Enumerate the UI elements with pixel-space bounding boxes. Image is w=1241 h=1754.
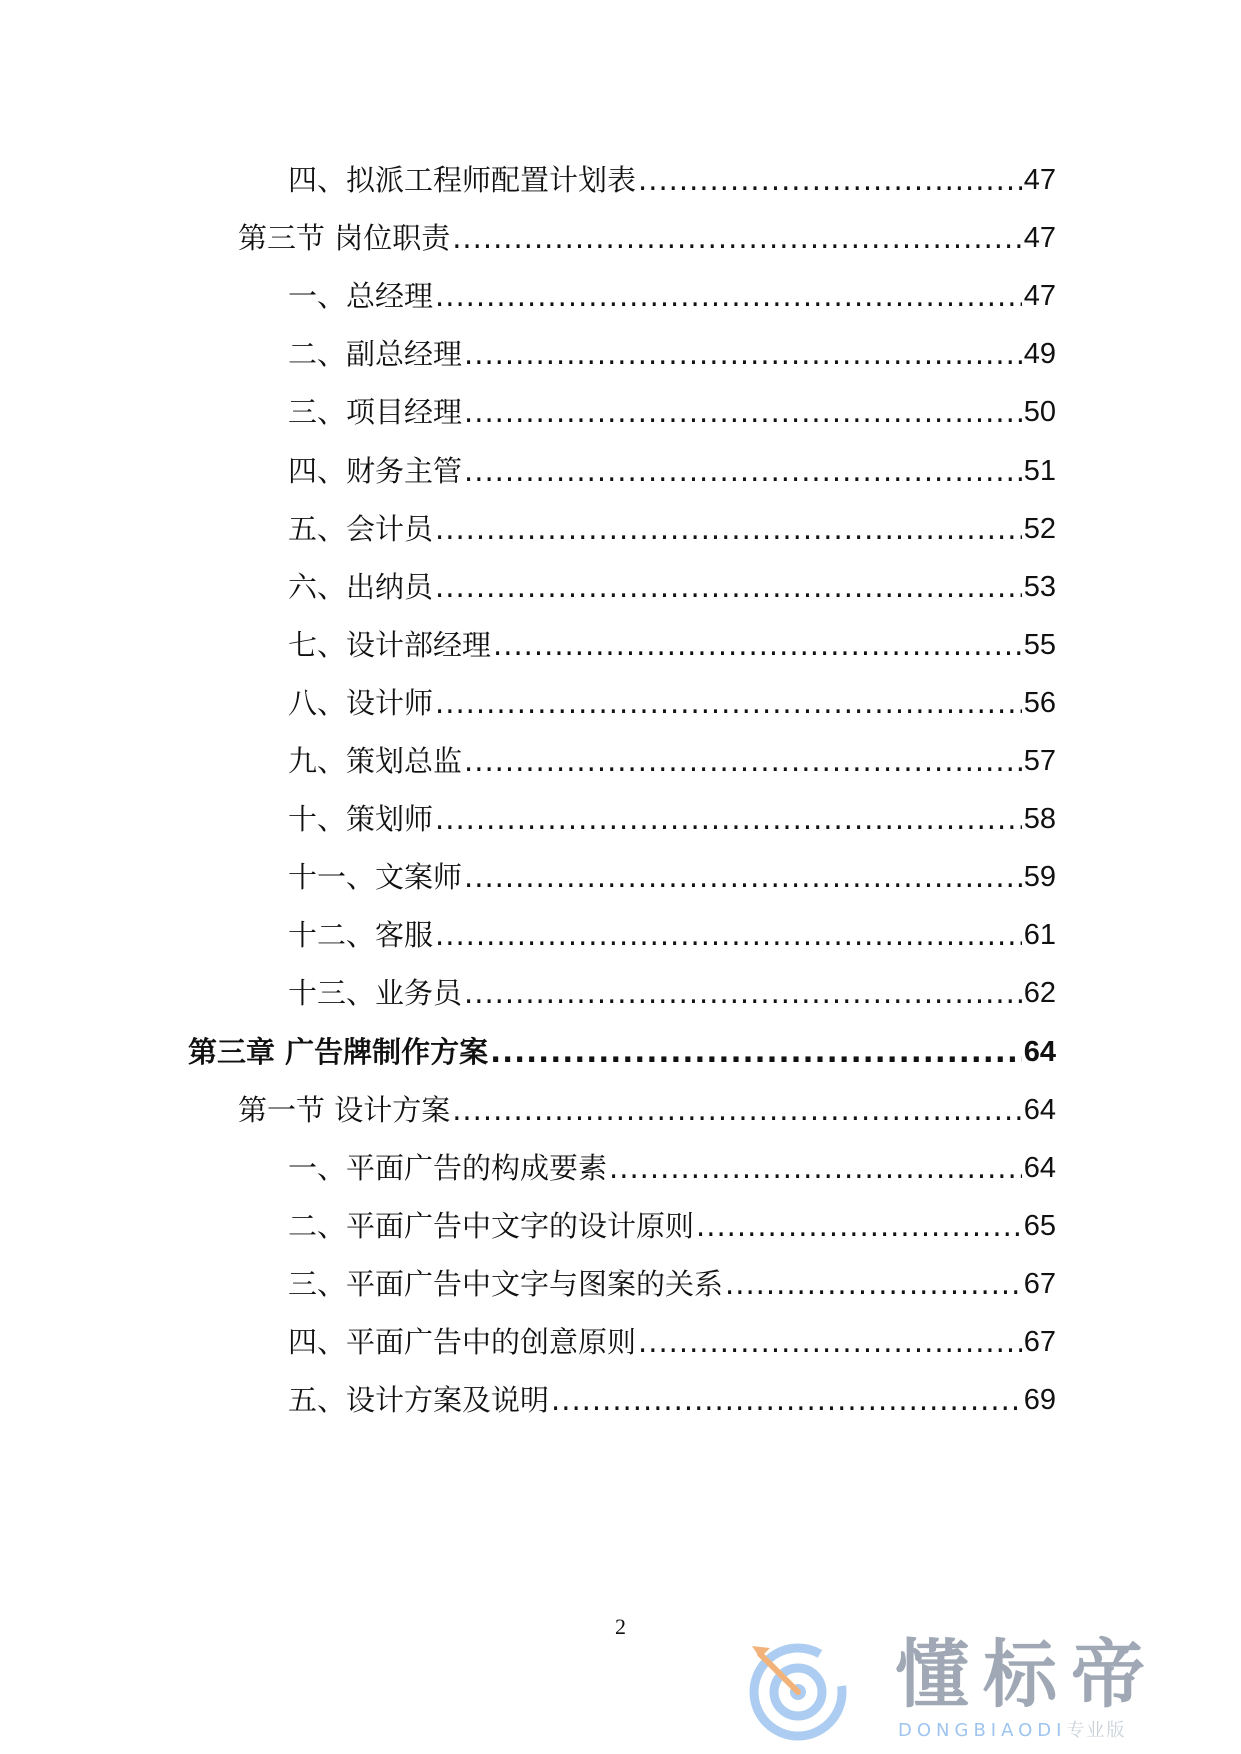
toc-entry[interactable] xyxy=(288,741,1056,781)
toc-entry[interactable] xyxy=(288,392,1056,432)
toc-entry-title: 五、会计员 xyxy=(288,512,434,546)
toc-entry-page: 62 xyxy=(1023,977,1056,1009)
toc-dot-leader xyxy=(464,973,1022,1013)
toc-dot-leader xyxy=(464,857,1022,897)
toc-entry-page: 64 xyxy=(1023,1094,1056,1126)
toc-entry-page: 65 xyxy=(1023,1210,1056,1242)
toc-entry[interactable] xyxy=(288,625,1056,665)
toc-entry[interactable] xyxy=(288,509,1056,549)
toc-entry-title: 四、财务主管 xyxy=(288,454,463,488)
toc-dot-leader xyxy=(464,451,1022,491)
toc-entry-title: 四、拟派工程师配置计划表 xyxy=(288,163,637,197)
toc-entry-page: 51 xyxy=(1023,455,1056,487)
toc-entry-title: 八、设计师 xyxy=(288,686,434,720)
toc-entry-title: 一、平面广告的构成要素 xyxy=(288,1151,608,1185)
toc-entry-page: 64 xyxy=(1023,1152,1056,1184)
toc-entry-page: 47 xyxy=(1023,280,1056,312)
toc-entry-title: 十三、业务员 xyxy=(288,976,463,1010)
toc-entry[interactable] xyxy=(288,276,1056,316)
toc-entry-title: 七、设计部经理 xyxy=(288,628,492,662)
toc-entry[interactable] xyxy=(288,1264,1056,1304)
toc-entry-title: 十二、客服 xyxy=(288,918,434,952)
toc-dot-leader xyxy=(638,160,1022,200)
toc-entry[interactable] xyxy=(288,567,1056,607)
target-arrow-icon xyxy=(746,1634,856,1744)
toc-entry-page: 57 xyxy=(1023,745,1056,777)
toc-dot-leader xyxy=(452,1090,1022,1130)
toc-entry[interactable] xyxy=(238,218,1056,258)
toc-entry-title: 十、策划师 xyxy=(288,802,434,836)
toc-entry-page: 50 xyxy=(1023,396,1056,428)
toc-dot-leader xyxy=(435,509,1022,549)
toc-dot-leader xyxy=(493,625,1022,665)
toc-dot-leader xyxy=(435,276,1022,316)
toc-entry-title: 四、平面广告中的创意原则 xyxy=(288,1325,637,1359)
toc-entry-title: 三、项目经理 xyxy=(288,395,463,429)
toc-entry-title: 第三节 岗位职责 xyxy=(238,221,451,255)
toc-entry-page: 56 xyxy=(1023,687,1056,719)
page-number: 2 xyxy=(615,1614,626,1639)
toc-entry[interactable] xyxy=(288,1322,1056,1362)
toc-entry[interactable] xyxy=(288,451,1056,491)
toc-entry-page: 47 xyxy=(1023,222,1056,254)
toc-entry-title: 一、总经理 xyxy=(288,279,434,313)
toc-dot-leader xyxy=(435,567,1022,607)
watermark-brand-name: 懂标帝 xyxy=(895,1632,1159,1718)
toc-entry[interactable] xyxy=(288,334,1056,374)
watermark xyxy=(740,1630,1220,1748)
toc-entry-page: 61 xyxy=(1023,919,1056,951)
toc-entry-page: 64 xyxy=(1023,1036,1056,1068)
toc-entry-title: 十一、文案师 xyxy=(288,860,463,894)
toc-entry[interactable] xyxy=(188,1032,1056,1072)
toc-entry[interactable] xyxy=(288,915,1056,955)
toc-entry[interactable] xyxy=(288,857,1056,897)
toc-dot-leader xyxy=(464,334,1022,374)
toc-dot-leader xyxy=(435,799,1022,839)
toc-dot-leader xyxy=(435,915,1022,955)
toc-entry[interactable] xyxy=(288,683,1056,723)
toc-entry-page: 49 xyxy=(1023,338,1056,370)
toc-dot-leader xyxy=(464,741,1022,781)
toc-entry[interactable] xyxy=(288,160,1056,200)
toc-entry[interactable] xyxy=(288,1380,1056,1420)
toc-entry-page: 53 xyxy=(1023,571,1056,603)
toc-entry[interactable] xyxy=(288,1206,1056,1246)
toc-entry-page: 67 xyxy=(1023,1326,1056,1358)
toc-dot-leader xyxy=(464,392,1022,432)
toc-entry[interactable] xyxy=(238,1090,1056,1130)
toc-entry-page: 52 xyxy=(1023,513,1056,545)
toc-dot-leader xyxy=(696,1206,1022,1246)
watermark-edition: 专业版 xyxy=(1066,1720,1127,1741)
toc-entry-page: 47 xyxy=(1023,164,1056,196)
toc-entry-page: 69 xyxy=(1023,1384,1056,1416)
toc-dot-leader xyxy=(490,1032,1022,1072)
toc-dot-leader xyxy=(551,1380,1022,1420)
toc-entry-title: 九、策划总监 xyxy=(288,744,463,778)
toc-dot-leader xyxy=(609,1148,1022,1188)
toc-entry-page: 59 xyxy=(1023,861,1056,893)
toc-entry-page: 55 xyxy=(1023,629,1056,661)
toc-dot-leader xyxy=(638,1322,1022,1362)
toc-entry[interactable] xyxy=(288,973,1056,1013)
watermark-subtitle xyxy=(898,1720,1126,1742)
watermark-pinyin: DONGBIAODI xyxy=(898,1720,1067,1741)
toc-entry[interactable] xyxy=(288,799,1056,839)
toc-entry-title: 第一节 设计方案 xyxy=(238,1093,451,1127)
toc-entry[interactable] xyxy=(288,1148,1056,1188)
toc-entry-title: 二、副总经理 xyxy=(288,337,463,371)
toc-entry-title: 五、设计方案及说明 xyxy=(288,1383,550,1417)
toc-entry-title: 第三章 广告牌制作方案 xyxy=(188,1035,489,1069)
toc-entry-title: 六、出纳员 xyxy=(288,570,434,604)
toc-entry-page: 67 xyxy=(1023,1268,1056,1300)
toc-entry-title: 三、平面广告中文字与图案的关系 xyxy=(288,1267,724,1301)
toc-entry-page: 58 xyxy=(1023,803,1056,835)
toc-dot-leader xyxy=(725,1264,1022,1304)
toc-entry-title: 二、平面广告中文字的设计原则 xyxy=(288,1209,695,1243)
toc-dot-leader xyxy=(435,683,1022,723)
toc-dot-leader xyxy=(452,218,1022,258)
